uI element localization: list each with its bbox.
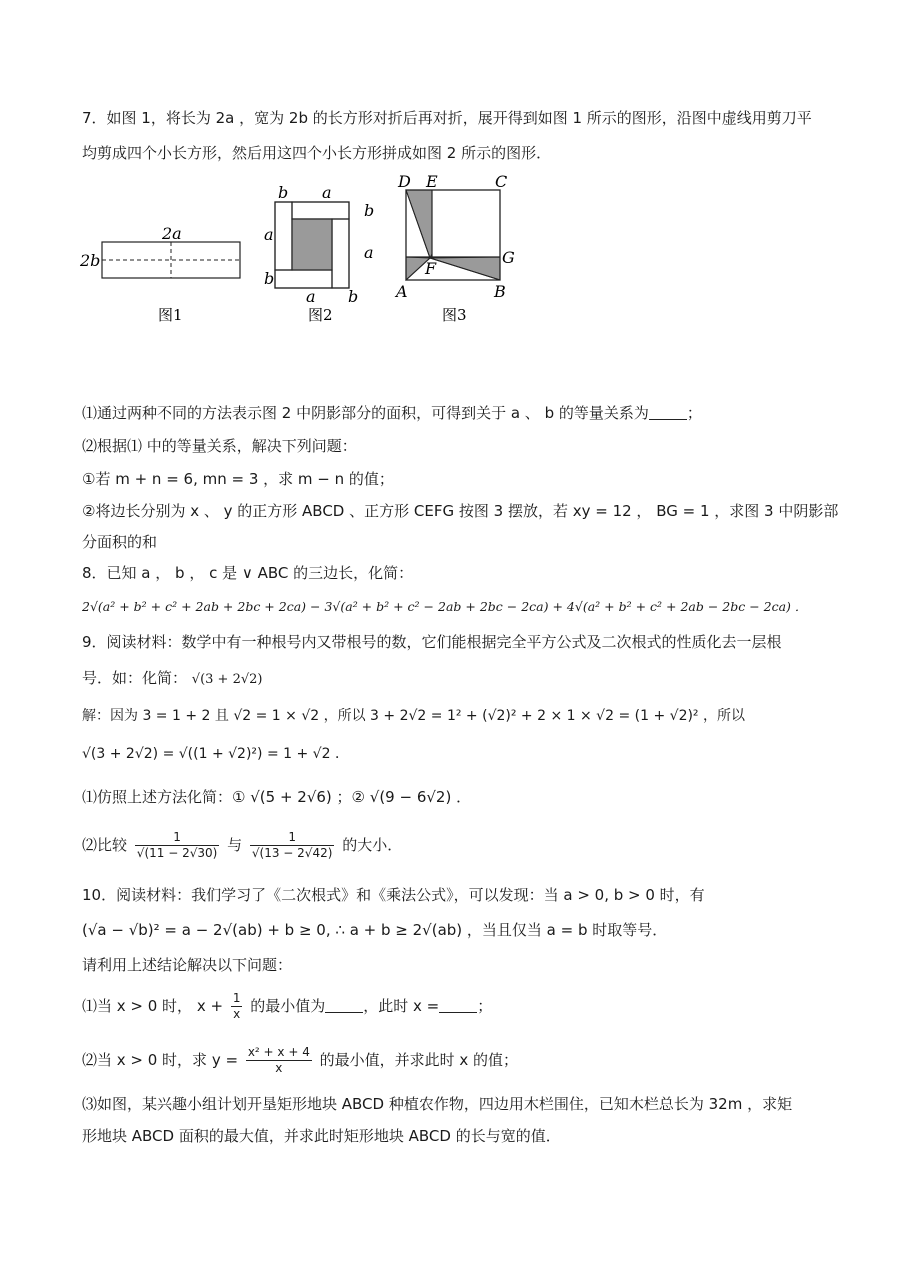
- q9-line4: √(3 + 2√2) = √((1 + √2)²) = 1 + √2 ．: [82, 746, 349, 762]
- figure-2: [258, 182, 388, 332]
- q7-line2: 均剪成四个小长方形，然后用这四个小长方形拼成如图 2 所示的图形．: [82, 144, 552, 162]
- q9-line2: [82, 668, 262, 690]
- q9-part1: ⑴仿照上述方法化简：① √(5 + 2√6) ；② √(9 − 6√2) ．: [82, 788, 472, 806]
- q7-part1: [82, 403, 702, 423]
- fig3-label-a: A: [396, 282, 408, 301]
- fig2-label-b: b: [364, 201, 375, 220]
- fig1-top-label: 2a: [162, 224, 182, 243]
- q7-part1-text: ⑴通过两种不同的方法表示图 2 中阴影部分的面积，可得到关于 a 、 b 的等量关系为: [82, 404, 649, 422]
- q7-part2a: ①若 m + n = 6, mn = 3 ，求 m − n 的值；: [82, 470, 394, 488]
- q9-line3: 解：因为 3 = 1 + 2 且 √2 = 1 × √2 ，所以 3 + 2√2 = 1² + (√2)² + 2 × 1 × √2 = (1 + √2)² ，所以: [82, 708, 745, 724]
- q10-part2-pre: ⑵当 x > 0 时，求 y =: [82, 1051, 239, 1069]
- fig3-label-g: G: [502, 248, 515, 267]
- q10-part1: [82, 986, 492, 1026]
- q9-line2-text: 号．如：化简：: [82, 669, 188, 687]
- q9-part2: [82, 826, 402, 864]
- fig2-label-b: b: [264, 269, 275, 288]
- fig3-label-e: E: [426, 172, 438, 191]
- q10-p1-frac-num: 1: [232, 991, 241, 1005]
- fig2-caption: 图2: [308, 306, 333, 324]
- q9-frac1-num: 1: [173, 830, 181, 844]
- q10-part2: [82, 1040, 518, 1080]
- fig2-label-a: a: [322, 183, 332, 202]
- q9-frac2-num: 1: [288, 830, 296, 844]
- fig2-label-a: a: [364, 243, 374, 262]
- q9-frac1-den: √(11 − 2√30): [136, 846, 218, 860]
- fig1-left-label: 2b: [80, 251, 101, 270]
- q9-fraction-2: [250, 830, 335, 861]
- q10-part1-mid2: ，此时 x =: [363, 997, 440, 1015]
- q7-part2b: ②将边长分别为 x 、 y 的正方形 ABCD 、正方形 CEFG 按图 3 摆放，若 xy = 12 ， BG = 1 ，求图 3 中阴影部: [82, 502, 839, 520]
- q9-fraction-1: [135, 830, 220, 861]
- q10-p2-fraction: [246, 1045, 312, 1076]
- q9-part2-pre: ⑵比较: [82, 836, 128, 854]
- q10-p2-frac-den: x: [246, 1060, 312, 1076]
- figure-1: [78, 222, 248, 332]
- q8-line1: 8．已知 a ， b ， c 是 ∨ ABC 的三边长，化简：: [82, 564, 414, 582]
- q10-line1: 10．阅读材料：我们学习了《二次根式》和《乘法公式》，可以发现：当 a > 0, b > 0 时，有: [82, 886, 705, 904]
- fig3-label-f: F: [425, 259, 437, 278]
- fig3-caption: 图3: [442, 306, 467, 324]
- q7-line1: 7．如图 1，将长为 2a ，宽为 2b 的长方形对折后再对折，展开得到如图 1 所示的图形，沿图中虚线用剪刀平: [82, 109, 812, 127]
- q10-part1-end: ；: [477, 997, 493, 1015]
- q7-part1-end: ；: [686, 404, 702, 422]
- q9-line1: 9．阅读材料：数学中有一种根号内又带根号的数，它们能根据完全平方公式及二次根式的性质化去一层根: [82, 633, 782, 651]
- q7-part2b-cont: 分面积的和: [82, 533, 158, 551]
- q10-part1-pre: ⑴当 x > 0 时， x +: [82, 997, 224, 1015]
- answer-blank: [649, 405, 687, 420]
- fig2-label-a: a: [306, 287, 316, 306]
- q8-expression: 2√(a² + b² + c² + 2ab + 2bc + 2ca) − 3√(a² + b² + c² − 2ab + 2bc − 2ca) + 4√(a² + b² + c² + 2ab − 2bc − 2ca) ．: [82, 599, 808, 614]
- q9-frac2-den: √(13 − 2√42): [251, 846, 333, 860]
- q9-part2-mid: 与: [227, 836, 243, 854]
- q10-p1-frac-den: x: [231, 1006, 243, 1022]
- fig2-label-a: a: [264, 225, 274, 244]
- fig2-label-b: b: [348, 287, 359, 306]
- q10-part1-mid: 的最小值为: [250, 997, 326, 1015]
- q10-p2-frac-num: x² + x + 4: [247, 1045, 310, 1059]
- q10-part2-post: 的最小值，并求此时 x 的值；: [319, 1051, 519, 1069]
- q10-line2: (√a − √b)² = a − 2√(ab) + b ≥ 0, ∴ a + b ≥ 2√(ab) ，当且仅当 a = b 时取等号．: [82, 921, 668, 939]
- figure-3: [392, 170, 522, 332]
- answer-blank: [325, 998, 363, 1013]
- fig2-label-b: b: [278, 183, 289, 202]
- q10-part3-line2: 形地块 ABCD 面积的最大值，并求此时矩形地块 ABCD 的长与宽的值．: [82, 1127, 561, 1145]
- fig3-label-d: D: [398, 172, 411, 191]
- fig3-label-b: B: [494, 282, 506, 301]
- q10-part3-line1: ⑶如图，某兴趣小组计划开垦矩形地块 ABCD 种植农作物，四边用木栏围住，已知木栏总长为 32m ，求矩: [82, 1095, 793, 1113]
- q10-p1-fraction: [231, 991, 243, 1022]
- fig1-caption: 图1: [158, 306, 183, 324]
- q10-line3: 请利用上述结论解决以下问题：: [82, 956, 293, 974]
- fig3-label-c: C: [495, 172, 508, 191]
- q9-line2-expr: √(3 + 2√2): [191, 672, 263, 687]
- q7-part2: ⑵根据⑴ 中的等量关系，解决下列问题：: [82, 437, 357, 455]
- q9-part2-post: 的大小．: [342, 836, 403, 854]
- answer-blank: [439, 998, 477, 1013]
